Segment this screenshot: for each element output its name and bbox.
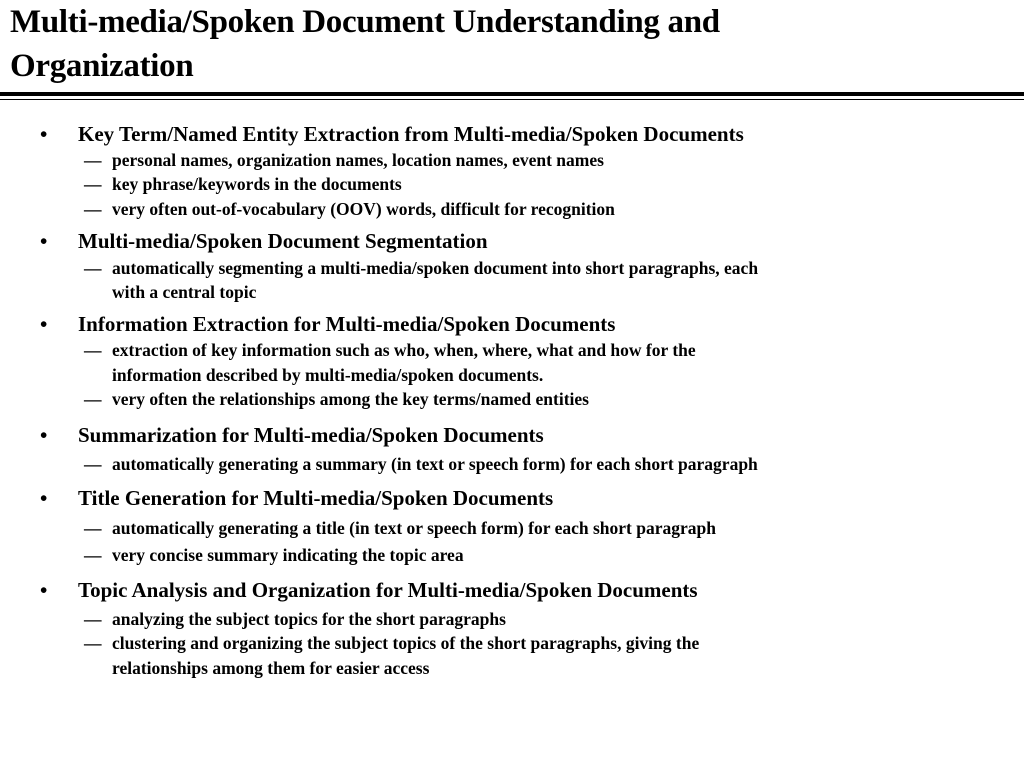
sub-item: — automatically generating a title (in text or speech form) for each short paragraph	[84, 518, 716, 538]
dash-icon: —	[84, 609, 102, 629]
sub-item-continuation: relationships among them for easier access	[112, 658, 430, 678]
dash-icon: —	[84, 545, 102, 565]
dash-icon: —	[84, 174, 102, 194]
bullet-icon: •	[40, 229, 48, 253]
bullet-icon: •	[40, 122, 48, 146]
sub-item: — automatically segmenting a multi-media/spoken document into short paragraphs, each	[84, 258, 759, 278]
section-heading-key-term-extraction: Key Term/Named Entity Extraction from Multi-media/Spoken Documents	[78, 122, 744, 146]
dash-icon: —	[84, 258, 102, 278]
sub-item: — key phrase/keywords in the documents	[84, 174, 402, 194]
slide-title-line-2: Organization	[10, 48, 194, 84]
title-divider-thin	[0, 99, 1024, 100]
slide-title-line-1: Multi-media/Spoken Document Understanding and	[10, 4, 720, 40]
slide-title	[10, 0, 1010, 88]
dash-icon: —	[84, 518, 102, 538]
sub-item: — very often out-of-vocabulary (OOV) words, difficult for recognition	[84, 199, 615, 219]
section-heading-summarization: Summarization for Multi-media/Spoken Documents	[78, 423, 544, 447]
sub-item-continuation: with a central topic	[112, 282, 257, 302]
section-heading-title-generation: Title Generation for Multi-media/Spoken Documents	[78, 486, 554, 510]
dash-icon: —	[84, 633, 102, 653]
sub-item: — personal names, organization names, location names, event names	[84, 150, 604, 170]
dash-icon: —	[84, 150, 102, 170]
title-divider-thick	[0, 92, 1024, 96]
bullet-icon: •	[40, 423, 48, 447]
sub-item: — very concise summary indicating the topic area	[84, 545, 464, 565]
dash-icon: —	[84, 454, 102, 474]
sub-item: — automatically generating a summary (in text or speech form) for each short paragraph	[84, 454, 758, 474]
section-heading-information-extraction: Information Extraction for Multi-media/Spoken Documents	[78, 312, 616, 336]
bullet-icon: •	[40, 578, 48, 602]
sub-item-continuation: information described by multi-media/spoken documents.	[112, 365, 544, 385]
sub-item: — extraction of key information such as who, when, where, what and how for the	[84, 340, 696, 360]
sub-item: — clustering and organizing the subject topics of the short paragraphs, giving the	[84, 633, 700, 653]
bullet-icon: •	[40, 312, 48, 336]
section-heading-topic-analysis: Topic Analysis and Organization for Multi-media/Spoken Documents	[78, 578, 698, 602]
sub-item: — analyzing the subject topics for the short paragraphs	[84, 609, 506, 629]
dash-icon: —	[84, 389, 102, 409]
section-heading-segmentation: Multi-media/Spoken Document Segmentation	[78, 229, 488, 253]
dash-icon: —	[84, 340, 102, 360]
sub-item: — very often the relationships among the key terms/named entities	[84, 389, 589, 409]
dash-icon: —	[84, 199, 102, 219]
bullet-icon: •	[40, 486, 48, 510]
